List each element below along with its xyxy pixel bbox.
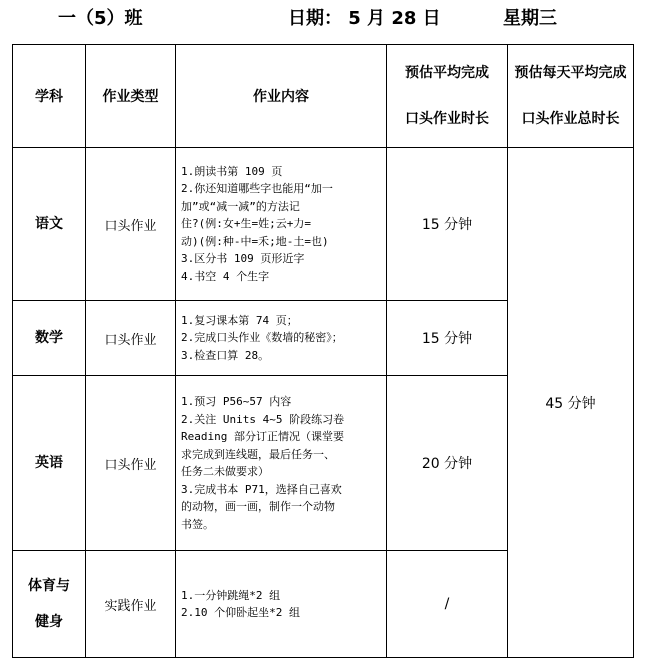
content-cell xyxy=(176,301,387,376)
content-line: 住?(例:女+生=姓;云+力= xyxy=(181,217,311,231)
content-line: 1.复习课本第 74 页； xyxy=(181,313,298,327)
content-line: 加”或“减一减”的方法记 xyxy=(181,199,300,213)
type-cell: 口头作业 xyxy=(86,376,176,551)
content-line: 1.朗读书第 109 页 xyxy=(181,164,283,178)
subject-line: 健身 xyxy=(35,614,63,630)
content-line: 1.预习 P56~57 内容 xyxy=(181,395,292,408)
col-type: 作业类型 xyxy=(86,45,176,148)
subject-cell: 英语 xyxy=(13,376,86,551)
type-cell: 口头作业 xyxy=(86,301,176,376)
content-line: 2.10 个仰卧起坐*2 组 xyxy=(181,606,300,619)
content-cell xyxy=(176,376,387,551)
col-avg-time xyxy=(387,45,508,148)
time-cell: 15 分钟 xyxy=(387,148,508,301)
content-line: 1.一分钟跳绳*2 组 xyxy=(181,588,281,602)
time-cell: 15 分钟 xyxy=(387,301,508,376)
content-line: 书签。 xyxy=(181,517,214,531)
table-row xyxy=(13,148,634,301)
col-daily-total xyxy=(508,45,634,148)
time-cell: 20 分钟 xyxy=(387,376,508,551)
content-line: 2.完成口头作业《数墙的秘密》； xyxy=(181,331,343,345)
content-line: 4.书空 4 个生字 xyxy=(181,269,270,283)
content-line: 的动物，画一画，制作一个动物 xyxy=(181,500,335,513)
subject-cell: 数学 xyxy=(13,301,86,376)
time-cell: / xyxy=(387,551,508,658)
page-header xyxy=(0,0,645,38)
content-line: 求完成到连线题，最后任务一、 xyxy=(181,447,335,461)
content-cell xyxy=(176,148,387,301)
content-cell xyxy=(176,551,387,658)
col-avg-time-line1: 预估平均完成 xyxy=(405,65,489,81)
weekday-label: 星期三 xyxy=(503,8,557,29)
col-content: 作业内容 xyxy=(176,45,387,148)
type-cell: 实践作业 xyxy=(86,551,176,658)
subject-line: 体育与 xyxy=(28,578,70,594)
content-line: 3.区分书 109 页形近字 xyxy=(181,252,305,266)
subject-cell: 语文 xyxy=(13,148,86,301)
homework-table xyxy=(12,44,634,658)
subject-cell xyxy=(13,551,86,658)
content-line: Reading 部分订正情况（课堂要 xyxy=(181,430,344,443)
col-daily-total-line1: 预估每天平均完成 xyxy=(514,65,627,81)
col-avg-time-line2: 口头作业时长 xyxy=(405,111,489,127)
content-line: 任务二未做要求） xyxy=(181,465,269,478)
table-header-row xyxy=(13,45,634,148)
content-line: 3.完成书本 P71，选择自己喜欢 xyxy=(181,482,342,496)
col-subject: 学科 xyxy=(13,45,86,148)
class-name: 一（5）班 xyxy=(58,8,143,29)
content-line: 3.检查口算 28。 xyxy=(181,348,270,362)
content-line: 2.关注 Units 4~5 阶段练习卷 xyxy=(181,412,345,426)
daily-total-cell: 45 分钟 xyxy=(508,148,634,658)
content-line: 2.你还知道哪些字也能用“加一 xyxy=(181,182,333,196)
col-daily-total-line2: 口头作业总时长 xyxy=(521,111,620,127)
date-label: 日期： 5 月 28 日 xyxy=(288,8,441,29)
type-cell: 口头作业 xyxy=(86,148,176,301)
content-line: 动)(例:种-中=禾;地-土=也) xyxy=(181,234,329,248)
